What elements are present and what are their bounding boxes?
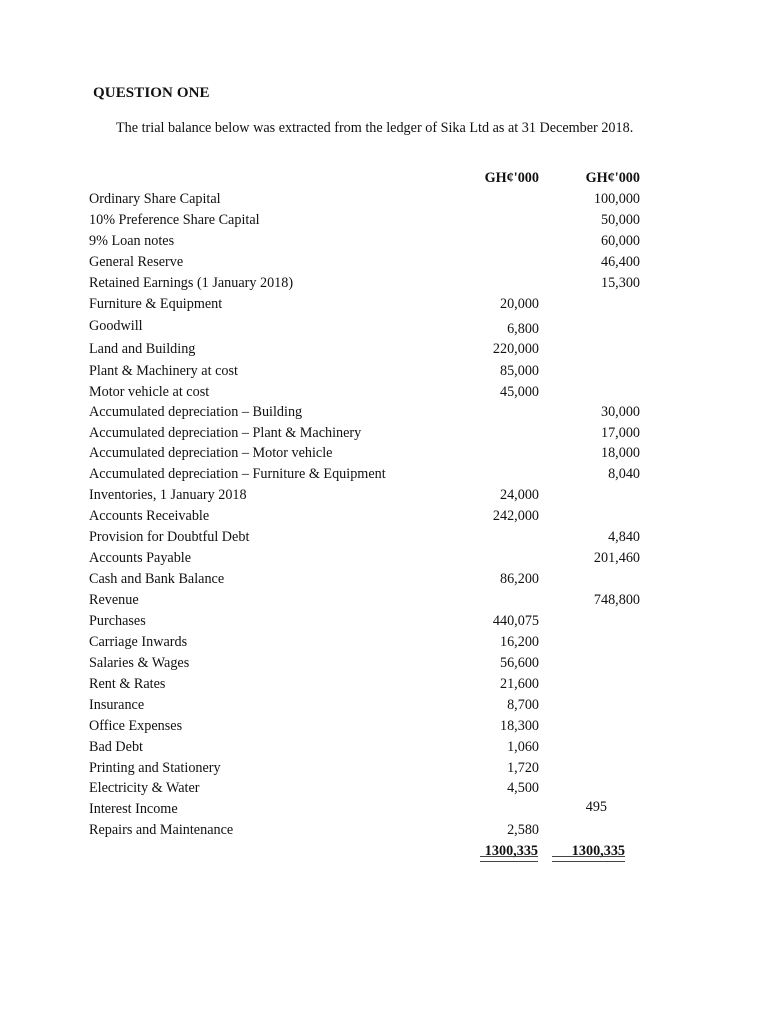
account-label: Printing and Stationery <box>89 760 221 776</box>
intro-paragraph: The trial balance below was extracted from the ledger of Sika Ltd as at 31 December 2018. <box>116 120 634 136</box>
debit-total: 1300,335 <box>484 843 538 859</box>
account-label: Revenue <box>89 592 139 608</box>
debit-amount: 56,600 <box>499 655 539 671</box>
account-label: 9% Loan notes <box>89 233 175 249</box>
debit-amount: 18,300 <box>499 718 539 734</box>
debit-amount: 8,700 <box>507 697 539 713</box>
credit-amount: 100,000 <box>593 191 640 207</box>
table-row <box>0 506 768 526</box>
account-label: Land and Building <box>89 341 196 357</box>
account-label: Repairs and Maintenance <box>89 822 234 838</box>
table-row <box>0 273 768 293</box>
table-row <box>0 569 768 589</box>
table-row <box>0 252 768 272</box>
table-row <box>0 294 768 314</box>
account-label: Electricity & Water <box>89 780 200 796</box>
account-label: Furniture & Equipment <box>89 296 223 312</box>
debit-amount: 2,580 <box>507 822 539 838</box>
table-row <box>0 653 768 673</box>
account-label: Office Expenses <box>89 718 183 734</box>
table-row <box>0 632 768 652</box>
table-row <box>0 527 768 547</box>
table-row <box>0 361 768 381</box>
table-row <box>0 737 768 757</box>
table-row <box>0 339 768 359</box>
table-row <box>0 820 768 840</box>
credit-amount: 17,000 <box>600 425 640 441</box>
table-row <box>0 485 768 505</box>
table-row <box>0 695 768 715</box>
table-row <box>0 316 768 336</box>
table-row <box>0 210 768 230</box>
account-label: Plant & Machinery at cost <box>89 363 238 379</box>
account-label: Cash and Bank Balance <box>89 571 225 587</box>
debit-amount: 440,075 <box>492 613 539 629</box>
table-row <box>0 464 768 484</box>
account-label: Accounts Receivable <box>89 508 210 524</box>
debit-amount: 242,000 <box>492 508 539 524</box>
account-label: Retained Earnings (1 January 2018) <box>89 275 294 291</box>
debit-amount: 16,200 <box>499 634 539 650</box>
debit-amount: 45,000 <box>499 384 539 400</box>
account-label: Insurance <box>89 697 145 713</box>
table-row <box>0 231 768 251</box>
debit-amount: 4,500 <box>507 780 539 796</box>
table-row <box>0 548 768 568</box>
account-label: General Reserve <box>89 254 184 270</box>
debit-total-double-underline <box>480 856 538 862</box>
debit-column-header: GH¢'000 <box>484 170 539 186</box>
table-row <box>0 758 768 778</box>
account-label: Accumulated depreciation – Motor vehicle <box>89 445 333 461</box>
debit-amount: 6,800 <box>507 321 539 337</box>
table-row <box>0 382 768 402</box>
question-heading: QUESTION ONE <box>93 85 210 101</box>
table-row <box>0 716 768 736</box>
credit-total: 1300,335 <box>571 843 625 859</box>
debit-amount: 1,060 <box>507 739 539 755</box>
account-label: Rent & Rates <box>89 676 166 692</box>
table-row <box>0 402 768 422</box>
debit-amount: 1,720 <box>507 760 539 776</box>
credit-amount: 495 <box>585 799 607 815</box>
debit-amount: 21,600 <box>499 676 539 692</box>
account-label: Bad Debt <box>89 739 143 755</box>
table-row <box>0 674 768 694</box>
credit-amount: 46,400 <box>600 254 640 270</box>
account-label: Inventories, 1 January 2018 <box>89 487 247 503</box>
account-label: Accounts Payable <box>89 550 192 566</box>
account-label: Accumulated depreciation – Furniture & Equipment <box>89 466 386 482</box>
account-label: Accumulated depreciation – Plant & Machinery <box>89 425 362 441</box>
table-row <box>0 778 768 798</box>
debit-amount: 220,000 <box>492 341 539 357</box>
credit-amount: 8,040 <box>608 466 640 482</box>
account-label: Provision for Doubtful Debt <box>89 529 250 545</box>
credit-amount: 201,460 <box>593 550 640 566</box>
credit-amount: 18,000 <box>600 445 640 461</box>
credit-column-header: GH¢'000 <box>585 170 640 186</box>
account-label: Ordinary Share Capital <box>89 191 221 207</box>
credit-amount: 748,800 <box>593 592 640 608</box>
credit-amount: 50,000 <box>600 212 640 228</box>
table-row <box>0 423 768 443</box>
debit-amount: 20,000 <box>499 296 539 312</box>
table-row <box>0 611 768 631</box>
credit-amount: 60,000 <box>600 233 640 249</box>
account-label: 10% Preference Share Capital <box>89 212 260 228</box>
account-label: Motor vehicle at cost <box>89 384 210 400</box>
debit-amount: 86,200 <box>499 571 539 587</box>
account-label: Carriage Inwards <box>89 634 188 650</box>
table-row <box>0 590 768 610</box>
account-label: Accumulated depreciation – Building <box>89 404 303 420</box>
account-label: Interest Income <box>89 801 178 817</box>
table-row <box>0 443 768 463</box>
account-label: Goodwill <box>89 318 143 334</box>
credit-amount: 15,300 <box>600 275 640 291</box>
debit-amount: 85,000 <box>499 363 539 379</box>
debit-amount: 24,000 <box>499 487 539 503</box>
credit-amount: 30,000 <box>600 404 640 420</box>
account-label: Purchases <box>89 613 146 629</box>
table-row <box>0 799 768 819</box>
table-row <box>0 189 768 209</box>
credit-total-double-underline <box>552 856 625 862</box>
account-label: Salaries & Wages <box>89 655 190 671</box>
credit-amount: 4,840 <box>608 529 640 545</box>
